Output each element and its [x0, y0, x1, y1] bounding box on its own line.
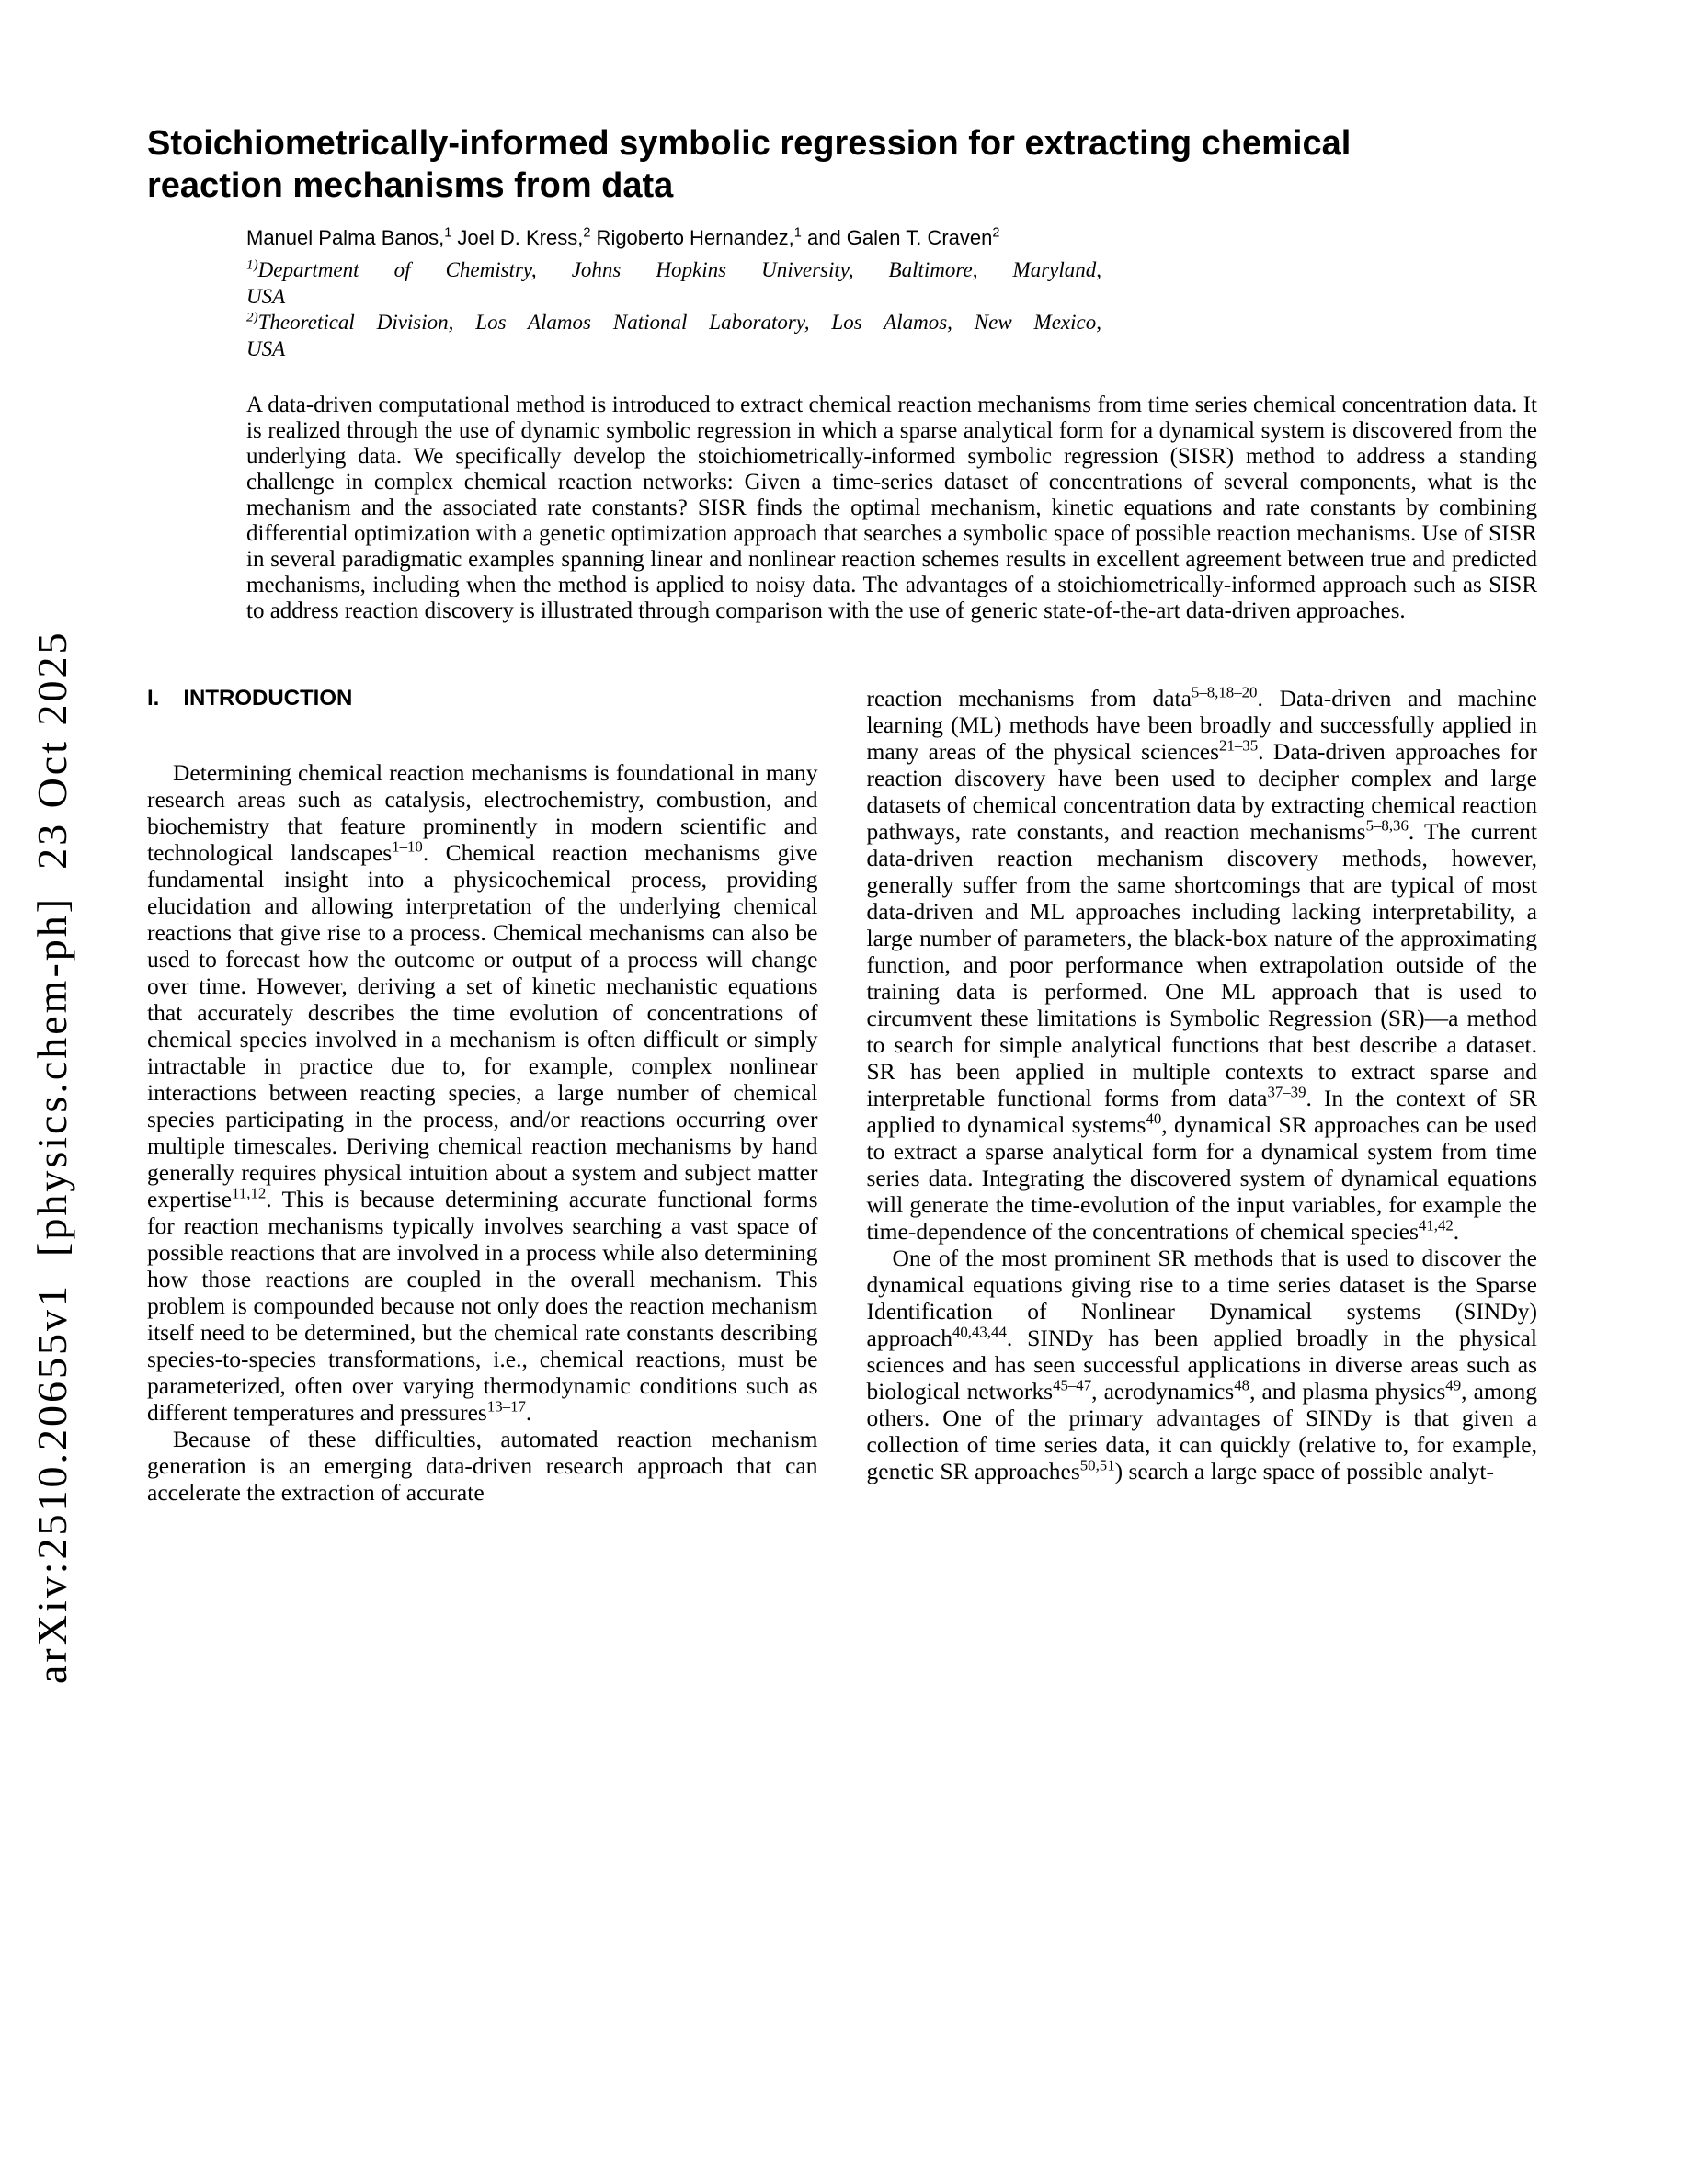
byline-block — [246, 225, 1537, 363]
abstract: A data-driven computational method is introduced to extract chemical reaction mechanisms from time series chemical concentration data. It is realized through the use of dynamic symbolic regression in which a sparse analytical form for a dynamical system is discovered from the underlying data. We specifically develop the stoichiometrically-informed symbolic regression (SISR) method to address a standing challenge in complex chemical reaction networks: Given a time-series dataset of concentrations of several components, what is the mechanism and the associated rate constants? SISR finds the optimal mechanism, kinetic equations and rate constants by combining differential optimization with a genetic optimization approach that searches a symbolic space of possible reaction mechanisms. Use of SISR in several paradigmatic examples spanning linear and nonlinear reaction schemes results in excellent agreement between true and predicted mechanisms, including when the method is applied to noisy data. The advantages of a stoichiometrically-informed approach such as SISR to address reaction discovery is illustrated through comparison with the use of generic state-of-the-art data-driven approaches. — [246, 392, 1537, 623]
intro-paragraph-2: Because of these difficulties, automated reaction mechanism generation is an emerging data-driven research approach that can accelerate the extraction of accurate — [147, 1425, 818, 1506]
column-right — [867, 685, 1538, 1506]
intro-paragraph-3: reaction mechanisms from data$^{5-8,18-20}$. Data-driven and machine learning (ML) methods have been broadly and successfully applied in many areas of the physical sciences$^{21-35}$. Data-driven approaches for reaction discovery have been used to decipher complex and large datasets of chemical concentration data by extracting chemical reaction pathways, rate constants, and reaction mechanisms$^{5-8,36}$. The current data-driven reaction mechanism discovery methods, however, generally suffer from the same shortcomings that are typical of most data-driven and ML approaches including lacking interpretability, a large number of parameters, the black-box nature of the approximating function, and poor performance when extrapolation outside of the training data is performed. One ML approach that is used to circumvent these limitations is Symbolic Regression (SR)—a method to search for simple analytical functions that best describe a dataset. SR has been applied in multiple contexts to extract sparse and interpretable functional forms from data$^{37-39}$. In the context of SR applied to dynamical systems$^{40}$, dynamical SR approaches can be used to extract a sparse analytical form for a dynamical system from time series data. Integrating the discovered system of dynamical equations will generate the time-evolution of the input variables, for example the time-dependence of the concentrations of chemical species$^{41,42}$. — [866, 683, 1538, 1245]
affiliation-1-line-1: $^{1)}$Department of Chemistry, Johns Hopkins University, Baltimore, Maryland, — [246, 256, 1101, 281]
section-heading-introduction — [147, 685, 818, 711]
affiliation-1 — [246, 257, 1101, 311]
affiliation-2 — [246, 310, 1101, 363]
author-line: Manuel Palma Banos,$^1$ Joel D. Kress,$^2$ Rigoberto Hernandez,$^1$ and Galen T. Craven$^2$ — [246, 225, 1000, 250]
section-title: INTRODUCTION — [183, 685, 353, 711]
arxiv-watermark: arXiv:2510.20655v1 [physics.chem-ph] 23 Oct 2025 — [29, 630, 75, 1684]
section-number: I. — [147, 685, 160, 711]
paper-content — [147, 123, 1537, 1506]
column-left — [147, 685, 818, 1506]
affiliation-2-line-2: USA — [246, 337, 286, 361]
affiliation-1-line-2: USA — [246, 284, 286, 308]
two-column-body — [147, 685, 1537, 1506]
affiliation-2-line-1: $^{2)}$Theoretical Division, Los Alamos National Laboratory, Los Alamos, New Mexico, — [246, 309, 1101, 335]
paper-title: Stoichiometrically-informed symbolic regression for extracting chemical reaction mechanisms from data — [147, 124, 1352, 205]
intro-paragraph-4: One of the most prominent SR methods that is used to discover the dynamical equations giving rise to a time series dataset is the Sparse Identification of Nonlinear Dynamical systems (SINDy) approach$^{40,43,44}$. SINDy has been applied broadly in the physical sciences and has seen successful applications in diverse areas such as biological networks$^{45-47}$, aerodynamics$^{48}$, and plasma physics$^{49}$, among others. One of the primary advantages of SINDy is that given a collection of time series data, it can quickly (relative to, for example, genetic SR approaches$^{50,51}$) search a large space of possible analyt- — [866, 1244, 1538, 1484]
intro-paragraph-1: Determining chemical reaction mechanisms is foundational in many research areas such as catalysis, electrochemistry, combustion, and biochemistry that feature prominently in modern scientific and technological landscapes$^{1-10}$. Chemical reaction mechanisms give fundamental insight into a physicochemical process, providing elucidation and allowing interpretation of the underlying chemical reactions that give rise to a process. Chemical mechanisms can also be used to forecast how the outcome or output of a process will change over time. However, deriving a set of kinetic mechanistic equations that accurately describes the time evolution of concentrations of chemical species involved in a mechanism is often difficult or simply intractable in practice due to, for example, complex nonlinear interactions between reacting species, a large number of chemical species participating in the process, and/or reactions occurring over multiple timescales. Deriving chemical reaction mechanisms by hand generally requires physical intuition about a system and subject matter expertise$^{11,12}$. This is because determining accurate functional forms for reaction mechanisms typically involves searching a vast space of possible reactions that are involved in a process while also determining how those reactions are coupled in the overall mechanism. This problem is compounded because not only does the reaction mechanism itself need to be determined, but the chemical rate constants describing species-to-species transformations, i.e., chemical reactions, must be parameterized, often over varying thermodynamic conditions such as different temperatures and pressures$^{13-17}$. — [147, 758, 818, 1426]
